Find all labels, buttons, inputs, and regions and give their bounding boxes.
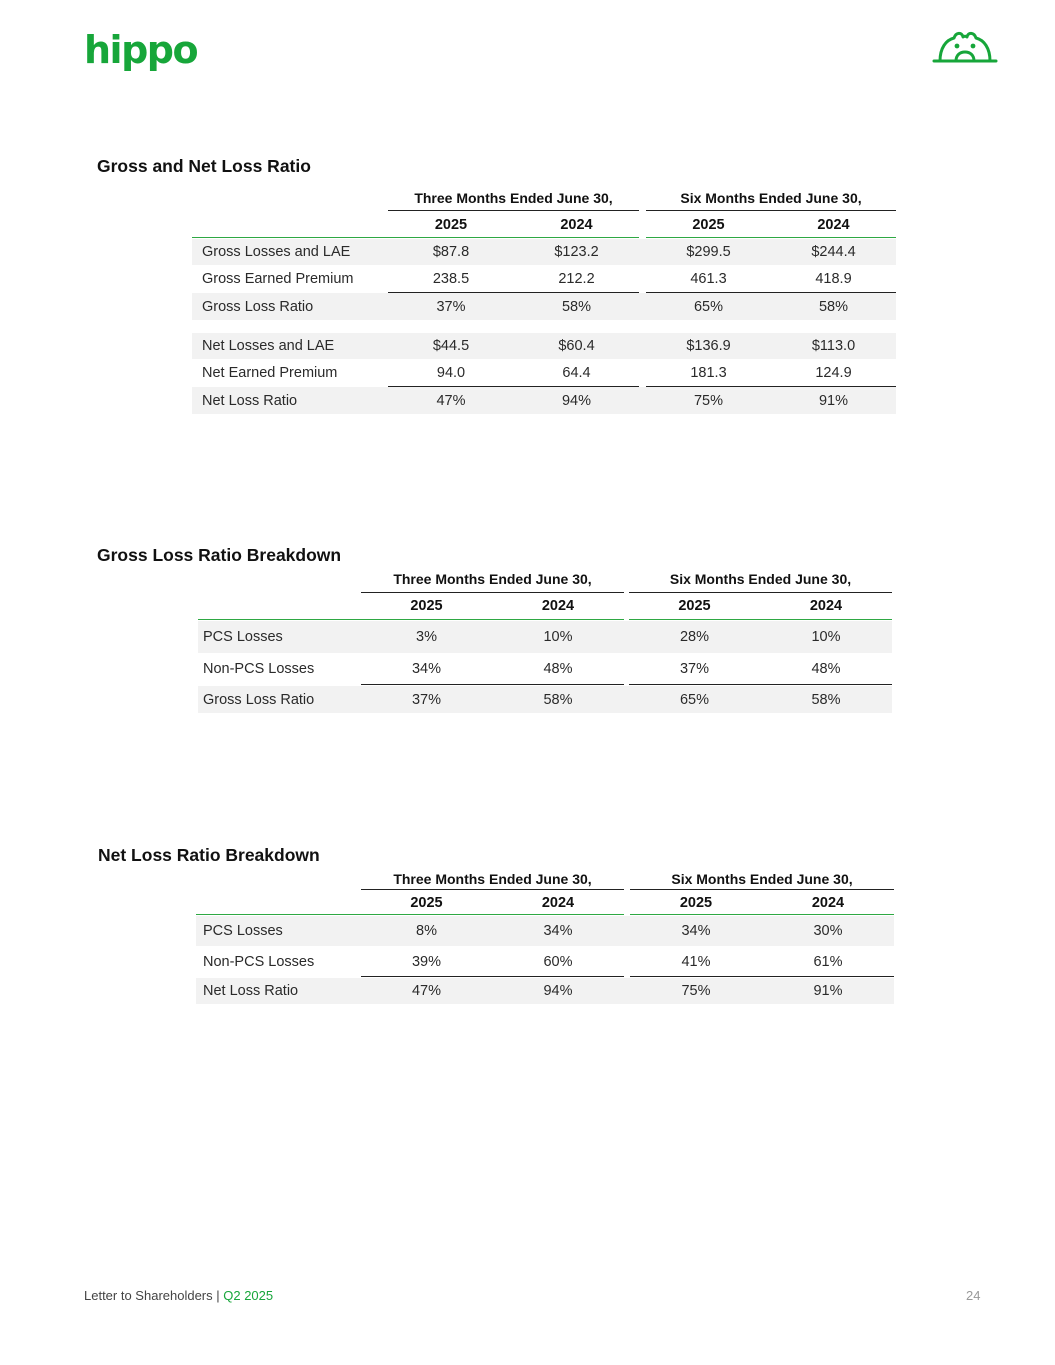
divider bbox=[646, 210, 896, 211]
cell-value: 48% bbox=[543, 661, 573, 677]
year-header: 2025 bbox=[678, 598, 711, 614]
divider bbox=[646, 237, 896, 238]
cell-value: 37% bbox=[679, 661, 710, 677]
cell-value: $136.9 bbox=[686, 338, 731, 354]
section-title: Net Loss Ratio Breakdown bbox=[98, 845, 320, 865]
cell-value: 91% bbox=[813, 983, 843, 999]
table-row bbox=[192, 333, 896, 359]
footer-quarter: Q2 2025 bbox=[223, 1288, 274, 1303]
gross-net-loss-ratio-table bbox=[192, 186, 896, 416]
cell-value: 65% bbox=[693, 298, 724, 315]
table-row bbox=[192, 360, 896, 386]
divider bbox=[630, 889, 894, 890]
year-header: 2025 bbox=[679, 895, 713, 911]
group-header-three-months: Three Months Ended June 30, bbox=[393, 871, 592, 887]
row-label: Gross Earned Premium bbox=[202, 271, 354, 287]
table-row bbox=[198, 654, 892, 684]
divider bbox=[361, 889, 624, 890]
divider bbox=[388, 210, 639, 211]
divider bbox=[192, 237, 639, 238]
cell-value: $299.5 bbox=[686, 244, 731, 260]
group-header-six-months: Six Months Ended June 30, bbox=[669, 571, 852, 587]
group-header-three-months: Three Months Ended June 30, bbox=[393, 571, 592, 587]
cell-value: 47% bbox=[436, 392, 466, 409]
cell-value: 58% bbox=[811, 691, 841, 708]
cell-value: $123.2 bbox=[554, 244, 599, 260]
table-row bbox=[196, 978, 894, 1004]
cell-value: 181.3 bbox=[690, 365, 727, 381]
page-title: Gross and Net Loss Ratio bbox=[97, 156, 311, 176]
year-header: 2025 bbox=[410, 598, 443, 614]
table-row bbox=[192, 387, 896, 414]
row-label: Net Loss Ratio bbox=[202, 392, 298, 409]
table-row bbox=[198, 686, 892, 713]
table-row bbox=[192, 293, 896, 320]
divider bbox=[630, 914, 894, 915]
row-label: PCS Losses bbox=[203, 923, 283, 939]
year-header: 2024 bbox=[811, 895, 845, 911]
year-header: 2024 bbox=[817, 217, 850, 233]
cell-value: 37% bbox=[411, 691, 442, 708]
cell-value: 58% bbox=[561, 298, 592, 315]
section-title: Gross Loss Ratio Breakdown bbox=[97, 545, 342, 565]
row-label: Non-PCS Losses bbox=[203, 953, 315, 970]
cell-value: 8% bbox=[416, 923, 437, 939]
divider bbox=[629, 592, 892, 593]
cell-value: 30% bbox=[813, 923, 843, 939]
divider bbox=[196, 914, 624, 915]
cell-value: 34% bbox=[543, 923, 573, 939]
cell-value: $244.4 bbox=[811, 244, 856, 260]
cell-value: $87.8 bbox=[432, 244, 470, 260]
row-label: Net Loss Ratio bbox=[203, 983, 299, 999]
cell-value: 418.9 bbox=[815, 271, 852, 287]
row-label: Gross Loss Ratio bbox=[203, 691, 315, 708]
cell-value: 94% bbox=[543, 983, 573, 999]
cell-value: 47% bbox=[411, 983, 442, 999]
gross-loss-ratio-breakdown-table bbox=[198, 567, 892, 717]
cell-value: 34% bbox=[411, 661, 442, 677]
year-header: 2025 bbox=[434, 217, 468, 233]
cell-value: 58% bbox=[818, 298, 849, 315]
cell-value: 34% bbox=[681, 923, 711, 939]
cell-value: 64.4 bbox=[562, 365, 591, 381]
footer bbox=[84, 1288, 273, 1303]
table-row bbox=[198, 621, 892, 653]
divider bbox=[629, 619, 892, 620]
hippo-logo: hippo bbox=[84, 28, 198, 72]
cell-value: 94% bbox=[561, 392, 592, 409]
cell-value: $60.4 bbox=[558, 338, 595, 354]
cell-value: 41% bbox=[681, 953, 711, 970]
cell-value: 94.0 bbox=[436, 365, 466, 381]
cell-value: 58% bbox=[543, 691, 573, 708]
row-label: Net Earned Premium bbox=[202, 365, 338, 381]
footer-text: Letter to Shareholders | bbox=[84, 1288, 224, 1303]
row-label: Net Losses and LAE bbox=[202, 338, 335, 354]
cell-value: 238.5 bbox=[432, 271, 470, 287]
year-header: 2025 bbox=[410, 895, 443, 911]
table-row bbox=[192, 266, 896, 292]
cell-value: 60% bbox=[543, 953, 573, 970]
row-label: Gross Losses and LAE bbox=[202, 244, 351, 260]
cell-value: 124.9 bbox=[815, 365, 852, 381]
table-row bbox=[192, 239, 896, 265]
cell-value: 212.2 bbox=[558, 271, 595, 287]
year-header: 2024 bbox=[541, 598, 575, 614]
cell-value: 37% bbox=[436, 298, 466, 315]
cell-value: 10% bbox=[811, 629, 841, 645]
year-header: 2025 bbox=[692, 217, 725, 233]
divider bbox=[198, 619, 624, 620]
cell-value: 91% bbox=[818, 392, 849, 409]
year-header: 2024 bbox=[809, 598, 843, 614]
table-row bbox=[196, 947, 894, 976]
divider bbox=[629, 684, 892, 685]
cell-value: 3% bbox=[416, 629, 437, 645]
group-header-three-months: Three Months Ended June 30, bbox=[414, 190, 613, 206]
cell-value: 39% bbox=[411, 953, 442, 970]
table-row bbox=[196, 916, 894, 946]
cell-value: 10% bbox=[543, 629, 573, 645]
cell-value: $113.0 bbox=[811, 338, 856, 354]
cell-value: 75% bbox=[681, 983, 711, 999]
year-header: 2024 bbox=[541, 895, 575, 911]
row-label: PCS Losses bbox=[203, 629, 283, 645]
group-header-six-months: Six Months Ended June 30, bbox=[671, 871, 853, 887]
cell-value: 461.3 bbox=[690, 271, 727, 287]
page-number: 24 bbox=[966, 1288, 981, 1303]
divider bbox=[361, 684, 624, 685]
net-loss-ratio-breakdown-table bbox=[196, 867, 894, 1007]
row-label: Gross Loss Ratio bbox=[202, 298, 314, 315]
divider bbox=[361, 592, 624, 593]
cell-value: 61% bbox=[813, 953, 843, 970]
divider bbox=[361, 976, 624, 977]
cell-value: 65% bbox=[679, 691, 710, 708]
cell-value: 75% bbox=[693, 392, 724, 409]
row-label: Non-PCS Losses bbox=[203, 661, 315, 677]
year-header: 2024 bbox=[560, 217, 593, 233]
cell-value: $44.5 bbox=[432, 338, 470, 354]
hippo-head-icon bbox=[932, 28, 998, 66]
group-header-six-months: Six Months Ended June 30, bbox=[680, 190, 862, 206]
cell-value: 28% bbox=[679, 629, 710, 645]
divider bbox=[630, 976, 894, 977]
cell-value: 48% bbox=[811, 661, 841, 677]
